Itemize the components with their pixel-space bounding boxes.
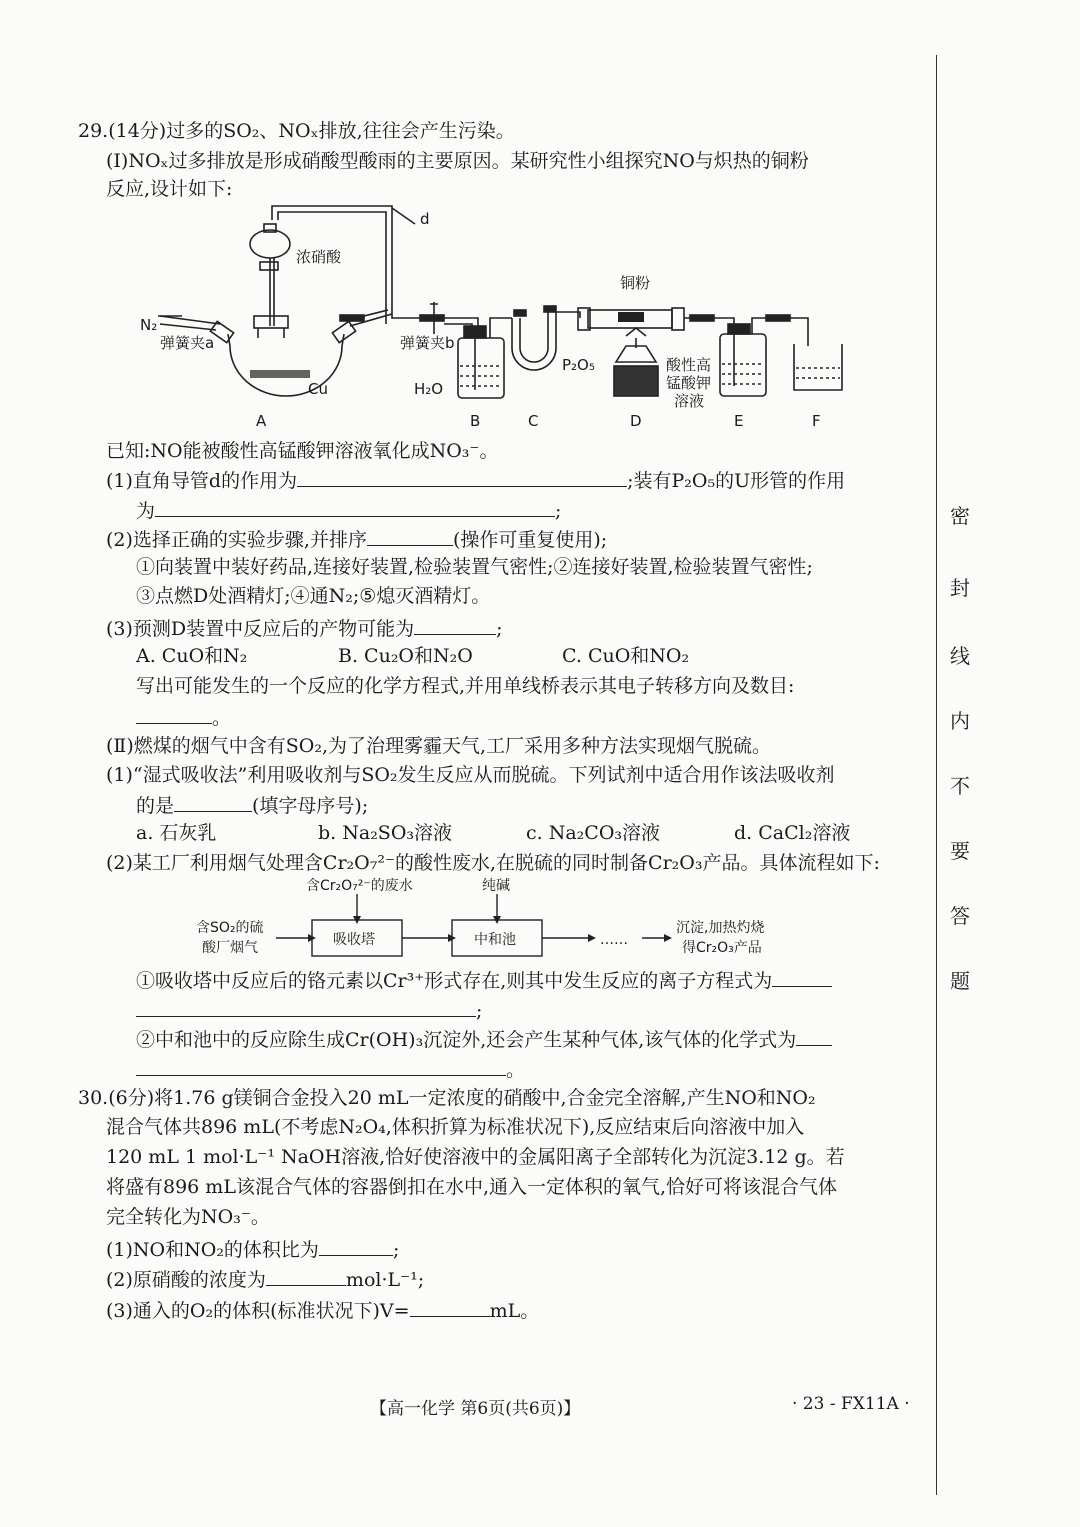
q29-part2-sub2-b-end: 。 [506, 1059, 526, 1081]
answer-blank-concentration[interactable] [266, 1265, 346, 1286]
option-b: b. Na₂SO₃溶液 [318, 822, 453, 844]
answer-blank-volume-ratio[interactable] [319, 1235, 393, 1256]
q30-sub3-text: (3)通入的O₂的体积(标准状况下)V= [106, 1300, 410, 1322]
label-h2o: H₂O [414, 380, 444, 398]
label-n2: N₂ [140, 316, 158, 334]
q30-sub3 [106, 1296, 539, 1324]
q29-sub3-text-a: (3)预测D装置中反应后的产物可能为 [106, 618, 415, 640]
flow-dots: …… [600, 932, 628, 948]
q29-part2-sub2-b-line2 [136, 1055, 525, 1083]
q30-line1: 30.(6分)将1.76 g镁铜合金投入20 mL一定浓度的硝酸中,合金完全溶解,产生NO和NO₂ [78, 1087, 816, 1109]
answer-blank-d-role[interactable] [297, 466, 627, 487]
q29-sub2-line1 [106, 525, 607, 553]
option-d: d. CaCl₂溶液 [734, 822, 851, 844]
label-kmno4-line3: 溶液 [674, 392, 705, 410]
flow-wastewater-label: 含Cr₂O₇²⁻的废水 [306, 878, 413, 894]
label-clip-b: 弹簧夹b [400, 334, 455, 352]
option-C: C. CuO和NO₂ [562, 645, 690, 667]
answer-blank-p2o5-role[interactable] [155, 496, 555, 517]
q30-sub2-unit: mol·L⁻¹; [345, 1269, 425, 1291]
seal-char-3: 线 [950, 644, 970, 668]
label-D: D [630, 412, 642, 430]
option-B: B. Cu₂O和N₂O [338, 645, 473, 667]
option-a: a. 石灰乳 [136, 822, 217, 844]
q29-sub1-text-a: (1)直角导管d的作用为 [106, 470, 298, 492]
q29-sub2-line2: ①向装置中装好药品,连接好装置,检验装置气密性;②连接好装置,检验装置气密性; [136, 556, 813, 578]
label-d: d [420, 210, 430, 228]
q30-sub2-text: (2)原硝酸的浓度为 [106, 1269, 266, 1291]
answer-blank-ionic-equation[interactable] [136, 996, 476, 1017]
label-clip-a: 弹簧夹a [160, 334, 215, 352]
label-kmno4-line2: 锰酸钾 [666, 374, 712, 392]
seal-char-8: 题 [950, 969, 970, 993]
q29-part2-sub1-line1: (1)“湿式吸收法”利用吸收剂与SO₂发生反应从而脱硫。下列试剂中适合用作该法吸收剂 [106, 764, 835, 786]
seal-line [936, 55, 937, 1495]
answer-blank-gas-start[interactable] [796, 1025, 832, 1046]
answer-blank-o2-volume[interactable] [410, 1296, 490, 1317]
answer-blank-absorbent[interactable] [174, 791, 252, 812]
q29-part2-sub2-a-end: ; [476, 1000, 483, 1022]
label-F: F [812, 412, 821, 430]
label-p2o5: P₂O₅ [562, 356, 595, 374]
label-C: C [528, 412, 539, 430]
q29-sub3-line1 [106, 614, 503, 642]
label-conc-nitric-acid: 浓硝酸 [296, 248, 342, 266]
q29-part1-line1: (Ⅰ)NOₓ过多排放是形成硝酸型酸雨的主要原因。某研究性小组探究NO与炽热的铜粉 [106, 150, 809, 172]
flow-flue-gas-line2: 酸厂烟气 [202, 940, 258, 956]
answer-blank-ionic-eq-start[interactable] [772, 966, 832, 987]
answer-blank-products[interactable] [414, 614, 496, 635]
q29-part2-sub1-text-b: (填字母序号); [252, 795, 369, 817]
q29-sub2-line3: ③点燃D处酒精灯;④通N₂;⑤熄灭酒精灯。 [136, 585, 491, 607]
q30-sub1 [106, 1235, 399, 1263]
q29-part2-sub2-b [136, 1025, 832, 1053]
flow-result-line1: 沉淀,加热灼烧 [676, 920, 765, 936]
label-B: B [470, 412, 481, 430]
q30-sub3-unit: mL。 [489, 1300, 540, 1322]
q29-part2-sub2-line1: (2)某工厂利用烟气处理含Cr₂O₇²⁻的酸性废水,在脱硫的同时制备Cr₂O₃产品。具体流程如下: [106, 852, 880, 874]
q30-line4: 将盛有896 mL该混合气体的容器倒扣在水中,通入一定体积的氧气,恰好可将该混合气体 [106, 1176, 838, 1198]
seal-char-5: 不 [950, 774, 970, 798]
q29-sub3-text-b: ; [496, 618, 503, 640]
q29-sub1-text-b: ;装有P₂O₅的U形管的作用 [627, 470, 846, 492]
flow-box2-label: 中和池 [474, 932, 516, 948]
flow-result-line2: 得Cr₂O₃产品 [682, 940, 762, 956]
option-c: c. Na₂CO₃溶液 [526, 822, 661, 844]
q29-part2-sub2-a-text: ①吸收塔中反应后的铬元素以Cr³⁺形式存在,则其中发生反应的离子方程式为 [136, 970, 773, 992]
label-E: E [734, 412, 744, 430]
q29-heading: 29.(14分)过多的SO₂、NOₓ排放,往往会产生污染。 [78, 120, 515, 142]
q29-part2-sub1-line2 [136, 791, 368, 819]
q29-sub1-text-d: ; [555, 500, 562, 522]
seal-char-7: 答 [950, 904, 970, 928]
answer-blank-steps[interactable] [367, 525, 453, 546]
q29-sub3-line3: 写出可能发生的一个反应的化学方程式,并用单线桥表示其电子转移方向及数目: [136, 675, 795, 697]
q29-part2-sub2-a [136, 966, 832, 994]
footer-page-info: 【高一化学 第6页(共6页)】 [370, 1399, 581, 1419]
q29-sub3-line4 [136, 703, 231, 731]
q29-part2-sub2-b-text: ②中和池中的反应除生成Cr(OH)₃沉淀外,还会产生某种气体,该气体的化学式为 [136, 1029, 797, 1051]
q29-sub1-line2 [136, 496, 561, 524]
q29-part2-sub2-a-line2 [136, 996, 482, 1024]
option-A: A. CuO和N₂ [136, 645, 248, 667]
seal-char-1: 密 [950, 504, 970, 528]
label-A: A [256, 412, 267, 430]
flow-box1-label: 吸收塔 [333, 932, 375, 948]
q29-sub1-text-c: 为 [136, 500, 156, 522]
flow-flue-gas-line1: 含SO₂的硫 [196, 920, 264, 936]
seal-char-6: 要 [950, 839, 970, 863]
flow-soda-label: 纯碱 [482, 878, 510, 894]
q30-line3: 120 mL 1 mol·L⁻¹ NaOH溶液,恰好使溶液中的金属阳离子全部转化为沉淀3.12 g。若 [106, 1146, 845, 1168]
answer-blank-equation[interactable] [136, 703, 212, 724]
q30-sub1-end: ; [392, 1239, 400, 1261]
apparatus-diagram [130, 198, 890, 436]
q30-sub1-text: (1)NO和NO₂的体积比为 [106, 1239, 319, 1261]
q29-sub3-end: 。 [212, 707, 232, 729]
q29-sub2-text-a: (2)选择正确的实验步骤,并排序 [106, 529, 367, 551]
label-cu: Cu [308, 380, 328, 398]
seal-char-2: 封 [950, 576, 970, 600]
q29-part2-sub1-text-a: 的是 [136, 795, 175, 817]
q29-known: 已知:NO能被酸性高锰酸钾溶液氧化成NO₃⁻。 [106, 440, 499, 462]
process-flow-diagram [180, 874, 800, 966]
q29-sub1-line1 [106, 466, 845, 494]
q29-sub2-text-b: (操作可重复使用); [452, 529, 608, 551]
q30-line2: 混合气体共896 mL(不考虑N₂O₄,体积折算为标准状况下),反应结束后向溶液中加入 [106, 1116, 805, 1138]
answer-blank-gas-formula[interactable] [136, 1055, 506, 1076]
footer-code: · 23 - FX11A · [792, 1394, 910, 1414]
q30-sub2 [106, 1265, 424, 1293]
seal-char-4: 内 [950, 709, 970, 733]
q30-line5: 完全转化为NO₃⁻。 [106, 1206, 270, 1228]
q29-part2: (Ⅱ)燃煤的烟气中含有SO₂,为了治理雾霾天气,工厂采用多种方法实现烟气脱硫。 [106, 735, 772, 757]
label-kmno4-line1: 酸性高 [666, 356, 712, 374]
label-copper-powder: 铜粉 [620, 274, 651, 292]
q29-part1-line2: 反应,设计如下: [106, 178, 233, 200]
